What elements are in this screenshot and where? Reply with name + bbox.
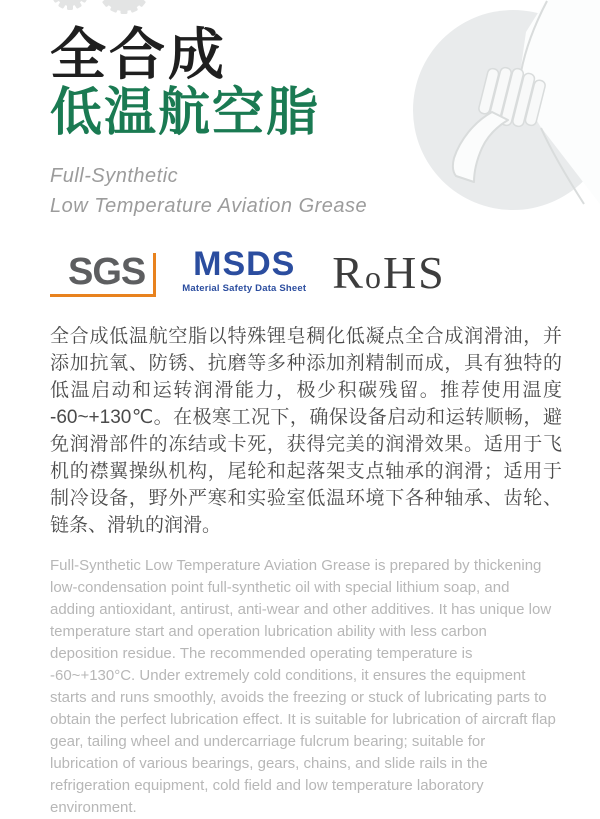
rohs-logo-part3: HS <box>382 246 446 298</box>
content-column <box>50 23 562 819</box>
gear-icon <box>50 0 180 24</box>
subtitle-line2: Low Temperature Aviation Grease <box>50 194 368 217</box>
description-chinese: 全合成低温航空脂以特殊锂皂稠化低凝点全合成润滑油，并添加抗氧、防锈、抗磨等多种添加剂精制而成，具有独特的低温启动和运转润滑能力，极少积碳残留。推荐使用温度 -60~+130℃。在极寒工况下，确保设备启动和运转顺畅，避免润滑部件的冻结或卡死，获得完美的润滑效果。适用于飞机的襟翼操纵机构，尾轮和起落架支点轴承的润滑；适用于制冷设备，野外严寒和实验室低温环境下各种轴承、齿轮、链条、滑轨的润滑。 <box>50 325 562 536</box>
sgs-logo-label: SGS <box>68 250 146 293</box>
msds-logo <box>182 244 307 297</box>
sgs-logo <box>50 250 156 297</box>
msds-logo-subtitle: Material Safety Data Sheet <box>182 282 307 294</box>
page-title-cn-line2: 低温航空脂 <box>50 84 321 143</box>
msds-logo-label: MSDS <box>193 244 296 283</box>
description-english: Full-Synthetic Low Temperature Aviation Grease is prepared by thickening low-condensation point full-synthetic oil with special lithium soap, and adding antioxidant, antirust, anti-wear and other additives. It has unique low temperature start and operation lubrication ability with less carbon deposition residue. The recommended operating temperature is -60~+130°C. Under extremely cold conditions, it ensures the equipment starts and runs smoothly, avoids the freezing or stuck of lubricating parts to obtain the perfect lubrication effect. It is suitable for lubrication of aircraft flap gear, tailing wheel and undercarriage fulcrum bearing; suitable for lubrication of various bearings, gears, chains, and slide rails in the refrigeration equipment, cold field and low temperature laboratory environment. <box>50 556 556 816</box>
gear-icon <box>50 0 180 24</box>
page-title-cn-line1: 全合成 <box>50 23 227 86</box>
certification-logos <box>50 244 562 298</box>
page-subtitle-en <box>50 161 562 221</box>
rohs-logo-part1: R <box>332 246 365 298</box>
rohs-logo-part2: o <box>364 258 383 295</box>
rohs-logo <box>332 246 446 298</box>
subtitle-line1: Full-Synthetic <box>50 164 179 187</box>
